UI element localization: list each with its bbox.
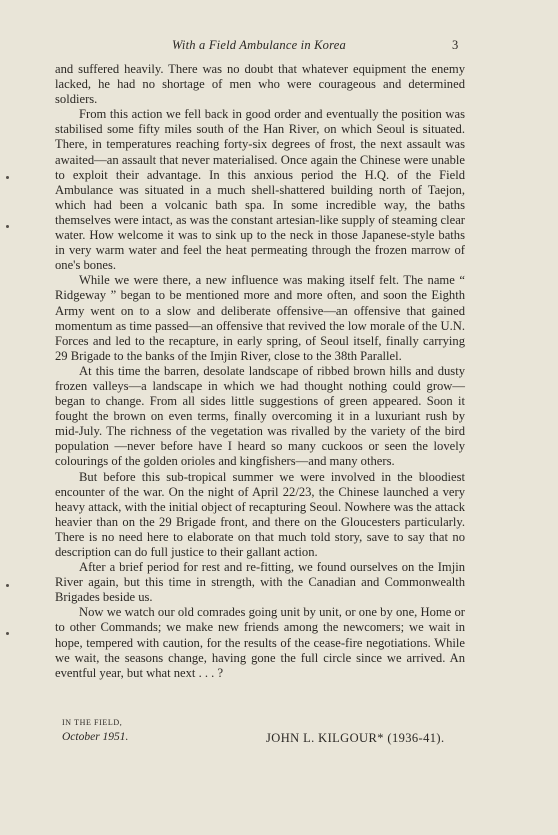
paragraph: While we were there, a new influence was making itself felt. The name “ Ridgeway ” began to be mentioned more and more often, and soon the Eighth Army went on to a slow and deliberate offensive—an offensive that gained momentum as time passed—an offensive that revived the low morale of the U.N. Forces and led to the recapture, in early spring, of Seoul itself, finally carrying 29 Brigade to the banks of the Imjin River, close to the 38th Parallel. <box>55 273 465 363</box>
paragraph: Now we watch our old comrades going unit by unit, or one by one, Home or to other Commands; we make new friends among the newcomers; we wait in hope, tempered with caution, for the results of the cease-fire negotiations. While we wait, the seasons change, having gone the full circle since we arrived. An eventful year, but what next . . . ? <box>55 605 465 680</box>
paragraph: and suffered heavily. There was no doubt that whatever equipment the enemy lacked, he had no shortage of men who were courageous and determined soldiers. <box>55 62 465 107</box>
author-signature: JOHN L. KILGOUR* (1936-41). <box>266 731 445 745</box>
binding-hole-mark <box>6 225 9 228</box>
binding-hole-mark <box>6 176 9 179</box>
signoff <box>62 718 482 758</box>
article-body <box>55 62 465 681</box>
paragraph: After a brief period for rest and re-fitting, we found ourselves on the Imjin River again, but this time in strength, with the Canadian and Commonwealth Brigades beside us. <box>55 560 465 605</box>
page-number: 3 <box>452 38 459 52</box>
signoff-date: October 1951. <box>62 731 129 743</box>
paragraph: But before this sub-tropical summer we were involved in the bloodiest encounter of the war. On the night of April 22/23, the Chinese launched a very heavy attack, with the initial object of recapturing Seoul. Nowhere was the attack heavier than on the 29 Brigade front, and there on the Gloucesters particularly. There is no need here to elaborate on that much told story, save to say that no description can do full justice to their gallant action. <box>55 469 465 559</box>
binding-hole-mark <box>6 584 9 587</box>
running-title: With a Field Ambulance in Korea <box>172 38 346 52</box>
paragraph: From this action we fell back in good order and eventually the position was stabilised some fifty miles south of the Han River, on which Seoul is situated. There, in temperatures reaching forty-six degrees of frost, the next assault was awaited—an assault that never materialised. Once again the Chinese were unable to exploit their advantage. In this anxious period the H.Q. of the Field Ambulance was situated in a much shell-shattered building north of Taejon, which had been a volcanic bath spa. In some incredible way, the baths themselves were intact, as was the constant artesian-like supply of steaming clear water. How welcome it was to sink up to the neck in those Japanese-style baths in very warm water and feel the heat permeating through the frozen marrow of one's bones. <box>55 107 465 273</box>
binding-hole-mark <box>6 632 9 635</box>
paragraph: At this time the barren, desolate landscape of ribbed brown hills and dusty frozen valleys—a landscape in which we had thought nothing could grow—began to change. From all sides little suggestions of green appeared. Soon it fought the brown on even terms, finally overcoming it in a luxuriant rush by mid-July. The richness of the vegetation was rivalled by the variety of the bird population —never before have I heard so many cuckoos or seen the lovely colourings of the golden orioles and kingfishers—and many others. <box>55 363 465 469</box>
page-header <box>0 38 558 56</box>
signoff-place: IN THE FIELD, <box>62 718 123 727</box>
